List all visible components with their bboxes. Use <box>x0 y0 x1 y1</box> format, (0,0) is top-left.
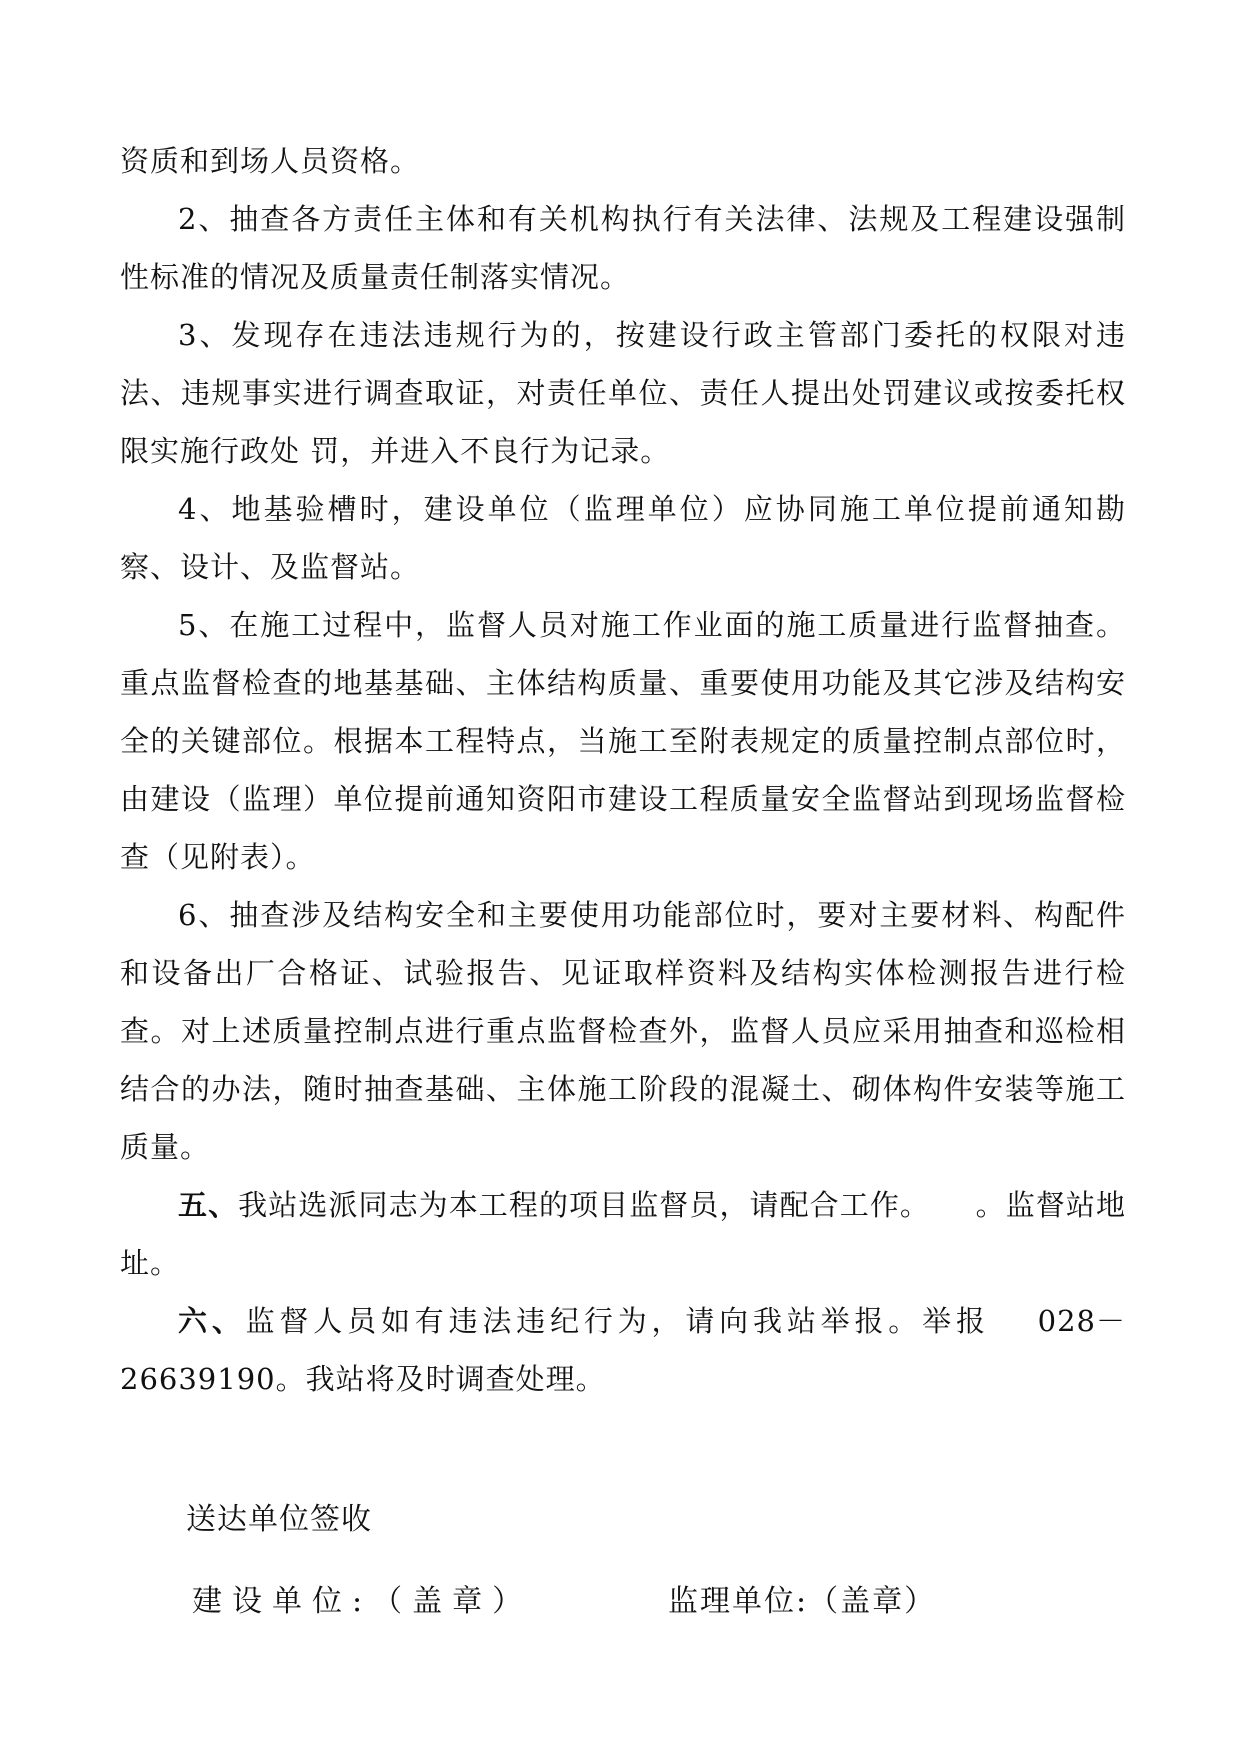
paragraph-item-4 <box>120 480 1126 596</box>
paragraph-item-6 <box>120 886 1126 1176</box>
signoff-title: 送达单位签收 <box>186 1502 372 1537</box>
paragraph-section-5 <box>120 1176 1126 1292</box>
section-number: 五、 <box>178 1188 239 1222</box>
paragraph-qualification <box>120 132 1126 190</box>
paragraph-text: 监督人员如有违法违纪行为，请向我站举报。举报 028－26639190。我站将及时调查处理。 <box>120 1304 1126 1396</box>
paragraph-item-2 <box>120 190 1126 306</box>
paragraph-text: 2、抽查各方责任主体和有关机构执行有关法律、法规及工程建设强制性标准的情况及质量责任制落实情况。 <box>120 202 1126 294</box>
supervision-unit-seal-label: 监理单位:（盖章） <box>668 1584 937 1619</box>
construction-unit-seal-label: 建设单位:（盖章） <box>192 1584 533 1619</box>
paragraph-text: 资质和到场人员资格。 <box>120 144 421 178</box>
document-body <box>120 132 1126 1408</box>
paragraph-item-3 <box>120 306 1126 480</box>
paragraph-text: 5、在施工过程中，监督人员对施工作业面的施工质量进行监督抽查。重点监督检查的地基基础、主体结构质量、重要使用功能及其它涉及结构安全的关键部位。根据本工程特点，当施工至附表规定的质量控制点部位时，由建设（监理）单位提前通知资阳市建设工程质量安全监督站到现场监督检查（见附表）。 <box>120 608 1126 874</box>
paragraph-text: 4、地基验槽时，建设单位（监理单位）应协同施工单位提前通知勘察、设计、及监督站。 <box>120 492 1126 584</box>
paragraph-text: 6、抽查涉及结构安全和主要使用功能部位时，要对主要材料、构配件和设备出厂合格证、试验报告、见证取样资料及结构实体检测报告进行检查。对上述质量控制点进行重点监督检查外，监督人员应采用抽查和巡检相结合的办法，随时抽查基础、主体施工阶段的混凝土、砌体构件安装等施工质量。 <box>120 898 1126 1164</box>
paragraph-section-6 <box>120 1292 1126 1408</box>
section-number: 六、 <box>178 1304 246 1338</box>
paragraph-item-5 <box>120 596 1126 886</box>
paragraph-text: 3、发现存在违法违规行为的，按建设行政主管部门委托的权限对违法、违规事实进行调查取证，对责任单位、责任人提出处罚建议或按委托权限实施行政处 罚，并进入不良行为记录。 <box>120 318 1126 468</box>
paragraph-text: 我站选派同志为本工程的项目监督员，请配合工作。 。监督站地址。 <box>120 1188 1126 1280</box>
